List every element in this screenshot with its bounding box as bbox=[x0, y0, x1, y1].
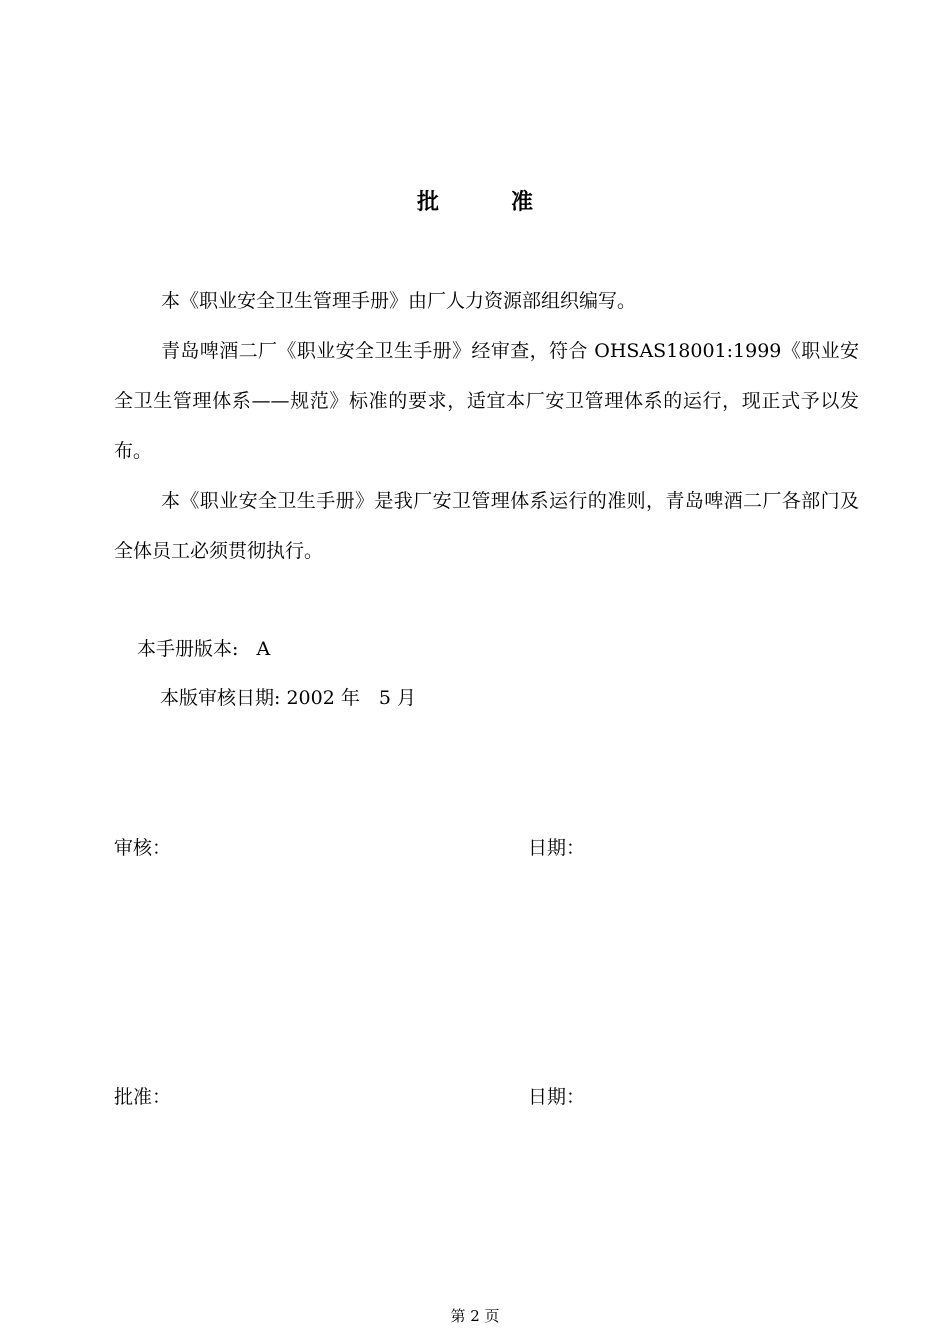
title-char-1: 批 bbox=[416, 189, 439, 215]
paragraph-1: 本《职业安全卫生管理手册》由厂人力资源部组织编写。 bbox=[161, 290, 637, 312]
version-value: A bbox=[256, 638, 271, 660]
page-number: 第 2 页 bbox=[450, 1307, 500, 1325]
version-label: 本手册版本: bbox=[137, 638, 239, 660]
approval-statement bbox=[114, 276, 859, 576]
approve-date-field-label: 日期： bbox=[528, 1086, 586, 1108]
review-date-label: 本版审核日期: bbox=[160, 687, 281, 709]
title-char-2: 准 bbox=[511, 189, 534, 215]
review-date-value: 2002 年 5 月 bbox=[286, 687, 416, 709]
version-line bbox=[137, 634, 270, 664]
review-date-field-label: 日期： bbox=[528, 837, 586, 859]
paragraph-2: 青岛啤酒二厂《职业安全卫生手册》经审查，符合 OHSAS18001:1999《职业安全卫生管理体系——规范》标准的要求，适宜本厂安卫管理体系的运行，现正式予以发布。 bbox=[114, 340, 859, 462]
page-title bbox=[0, 185, 950, 216]
paragraph-3: 本《职业安全卫生手册》是我厂安卫管理体系运行的准则，青岛啤酒二厂各部门及全体员工必须贯彻执行。 bbox=[114, 490, 859, 562]
review-date-line bbox=[160, 683, 416, 713]
review-signature-label: 审核： bbox=[114, 837, 172, 859]
approve-signature-label: 批准： bbox=[114, 1086, 172, 1108]
